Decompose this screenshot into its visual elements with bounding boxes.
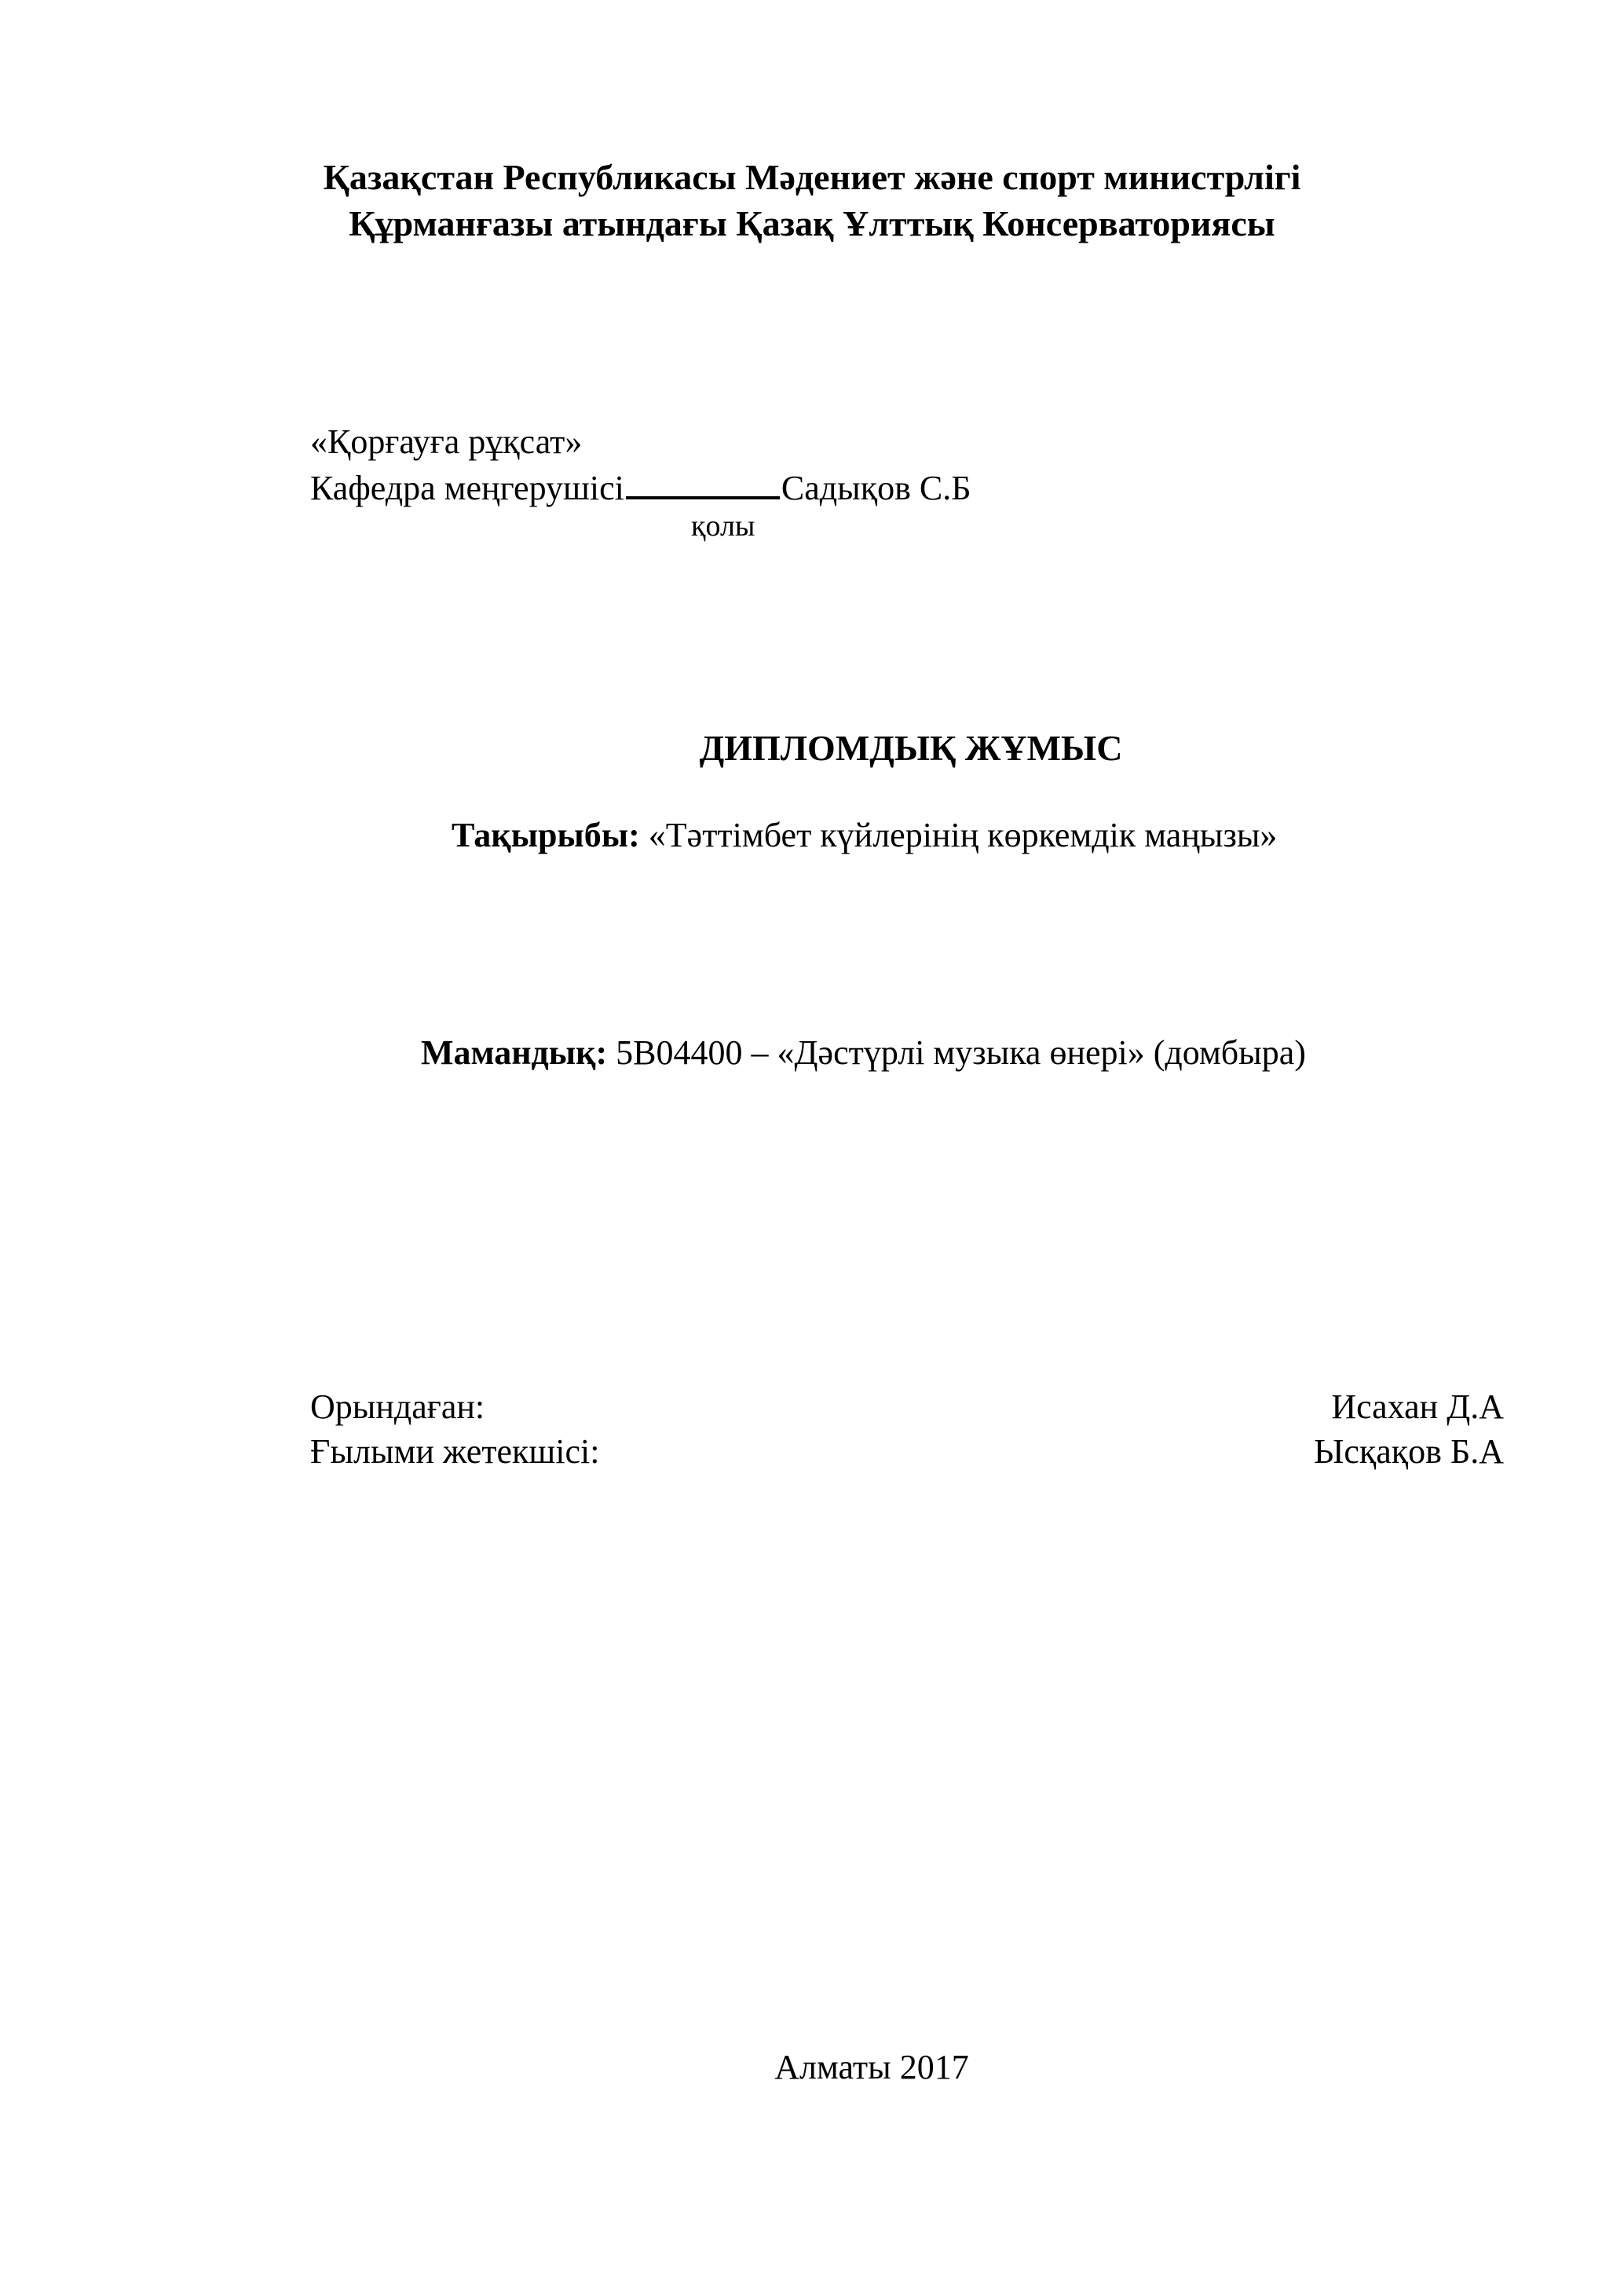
department-head-label: Кафедра меңгерушісі [310,469,624,507]
topic-value: «Тәттімбет күйлерінің көркемдік маңызы» [639,816,1278,854]
performer-label: Орындаған: [310,1387,485,1426]
topic-line [452,813,1277,858]
ministry-name: Қазақстан Республикасы Мәдениет және спорт министрлігі [323,157,1301,197]
topic-label: Тақырыбы: [452,816,640,854]
specialty-line [421,1030,1306,1076]
signature-labels [310,1384,599,1474]
signature-line [626,465,780,499]
ministry-header [0,154,1624,247]
signature-names [1288,1384,1504,1474]
document-title: ДИПЛОМДЫҚ ЖҰМЫС [699,728,1123,768]
approval-block [310,419,971,511]
supervisor-label: Ғылыми жетекшісі: [310,1432,600,1471]
department-head-name: Садықов С.Б [781,469,971,507]
performer-name: Исахан Д.А [1331,1387,1504,1426]
specialty-value: 5B04400 – «Дәстүрлі музыка өнері» (домбыра) [607,1033,1306,1072]
signature-caption: қолы [691,510,755,543]
permission-text: «Қорғауға рұқсат» [310,422,583,461]
conservatory-name: Құрманғазы атындағы Қазақ Ұлттық Консерваториясы [349,203,1275,243]
specialty-label: Мамандық: [421,1033,608,1072]
city-year: Алматы 2017 [774,2048,969,2086]
department-head-line [310,465,971,511]
supervisor-name: Ысқақов Б.А [1314,1432,1504,1471]
